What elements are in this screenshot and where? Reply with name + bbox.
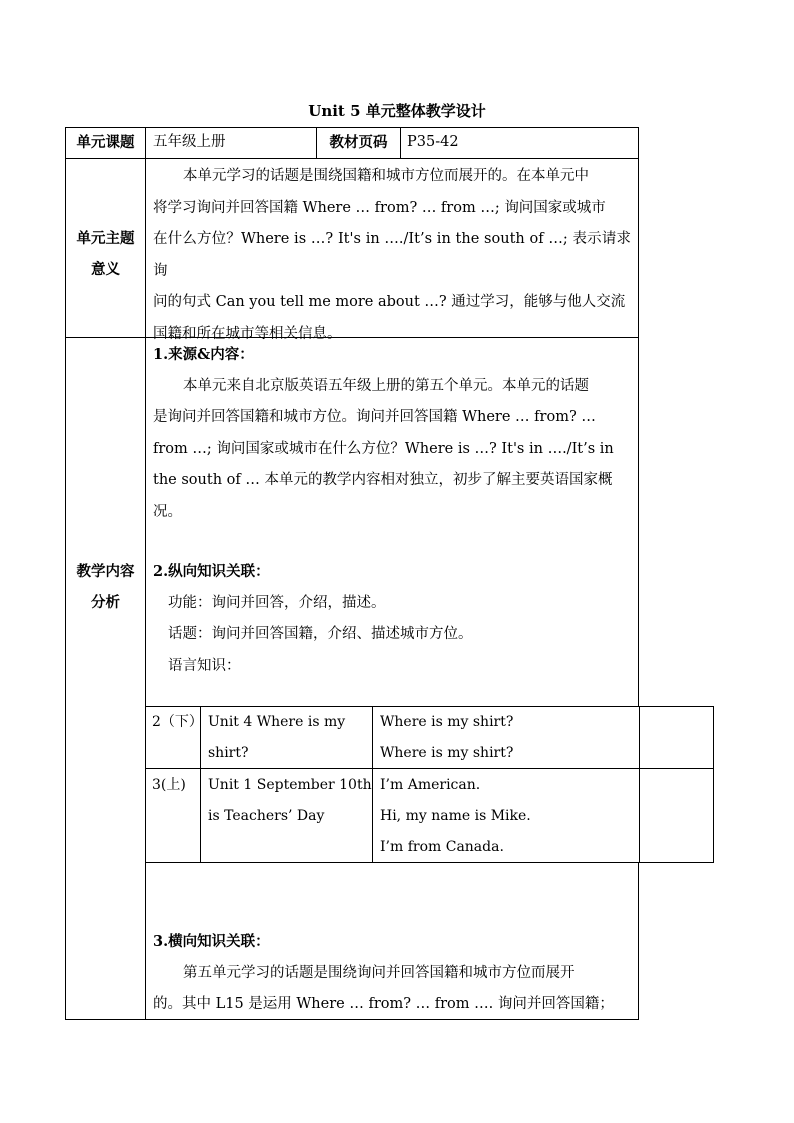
section-1 — [153, 339, 631, 528]
table-row-1-unit-line: shirt? — [208, 745, 249, 761]
table-border-right-lower — [638, 862, 639, 1020]
unit-value: 五年级上册 — [153, 134, 226, 150]
table-row-1-unit — [208, 707, 345, 769]
theme-line: 在什么方位？Where is …? It's in …./It’s in the south of …; 表示请求询 — [153, 231, 631, 279]
table-row-2-sentence: I’m American. — [380, 777, 481, 793]
theme-label-line2: 意义 — [91, 261, 120, 278]
section-1-line: the south of … 本单元的教学内容相对独立，初步了解主要英语国家概 — [153, 472, 613, 488]
table-row-2-sentence: Hi, my name is Mike. — [380, 808, 531, 824]
theme-label-line1: 单元主题 — [76, 230, 135, 247]
theme-line: 问的句式 Can you tell me more about …? 通过学习，能够与他人交流 — [153, 294, 626, 310]
section-2-line: 语言知识： — [168, 657, 241, 674]
theme-line: 国籍和所在城市等相关信息。 — [153, 325, 342, 342]
page-label: 教材页码 — [329, 134, 388, 151]
section-1-line: 况。 — [153, 503, 182, 520]
section-2-line: 功能：询问并回答，介绍，描述。 — [168, 594, 386, 611]
header-divider-2 — [400, 127, 401, 159]
table-border-right-upper — [638, 127, 639, 706]
section-2 — [153, 556, 631, 682]
section-2-line: 话题：询问并回答国籍，介绍、描述城市方位。 — [168, 626, 473, 642]
table-row-2-unit — [208, 770, 372, 832]
section-1-line: from …; 询问国家或城市在什么方位？Where is …? It's in …./It’s in — [153, 440, 614, 457]
table-row-1-sentence: Where is my shirt? — [380, 714, 514, 730]
inner-table-left — [145, 706, 146, 863]
inner-table-col3 — [639, 706, 640, 863]
unit-label: 单元课题 — [76, 134, 135, 151]
section-3-line: 第五单元学习的话题是围绕询问并回答国籍和城市方位而展开 — [183, 964, 575, 981]
table-row-1-sentence: Where is my shirt? — [380, 745, 514, 761]
inner-table-col2 — [372, 706, 373, 863]
section-3 — [153, 926, 631, 1021]
section-1-heading: 1.来源&内容： — [153, 346, 254, 363]
section-2-heading: 2.纵向知识关联： — [153, 563, 270, 580]
analysis-label-line1: 教学内容 — [76, 563, 135, 580]
table-row-2-sentences — [380, 770, 531, 863]
table-divider-label-upper — [145, 127, 146, 706]
section-3-heading: 3.横向知识关联： — [153, 933, 270, 950]
inner-table-right — [713, 706, 714, 863]
table-row-1-sentences — [380, 707, 513, 769]
table-row-2-grade: 3(上) — [152, 777, 186, 793]
section-1-line: 本单元来自北京版英语五年级上册的第五个单元。本单元的话题 — [183, 377, 589, 394]
theme-label — [66, 223, 145, 285]
page-value: P35-42 — [407, 134, 459, 150]
analysis-label-line2: 分析 — [91, 594, 120, 611]
section-3-line: 的。其中 L15 是运用 Where … from? … from …. 询问并回答国籍； — [153, 996, 614, 1012]
table-row-2-unit-line: is Teachers’ Day — [208, 808, 325, 824]
document-title: Unit 5 单元整体教学设计 — [308, 102, 486, 120]
theme-line: 将学习询问并回答国籍 Where … from? … from …; 询问国家或城市 — [153, 199, 606, 216]
table-row-1-grade: 2（下） — [152, 714, 203, 730]
section-1-line: 是询问并回答国籍和城市方位。询问并回答国籍 Where … from? … — [153, 409, 596, 425]
table-row-2-sentence: I’m from Canada. — [380, 839, 504, 855]
table-divider-label-lower — [145, 862, 146, 1020]
table-row-1-unit-line: Unit 4 Where is my — [208, 714, 346, 730]
theme-paragraph — [153, 161, 631, 350]
theme-line: 本单元学习的话题是围绕国籍和城市方位而展开的。在本单元中 — [183, 168, 589, 184]
table-row-2-unit-line: Unit 1 September 10th — [208, 777, 372, 793]
table-border-row1 — [65, 158, 639, 159]
analysis-label — [66, 556, 145, 618]
